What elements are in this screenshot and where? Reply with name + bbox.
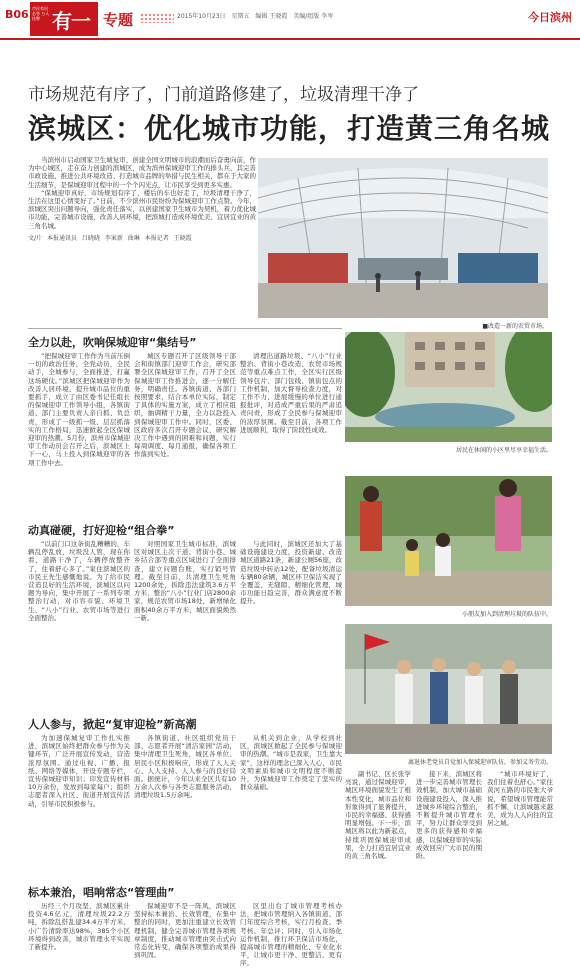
section-label: 专题 xyxy=(103,11,134,29)
article-column xyxy=(134,352,236,459)
children-image xyxy=(345,476,552,606)
column-text: “以前门口这条街乱糟糟的，车辆乱停乱放，垃圾没人管，现在你看，道路干净了，车辆停放整齐了，住着舒心多了。”家住滨城区的市民王先生感慨地说。为了给市民营造良好的生活环境，滨城区以问题为导向，集中开展了一系列专项整治行动，对市容市貌、环境卫生、“八小”行业、农贸市场等进行全面整治。 xyxy=(28,540,130,622)
column-text: 保城迎审不是一阵风，滨城区坚持标本兼治、长效管理，在集中整治的同时，更加注重建立长效管理机制，健全完善城市管理各项规章制度，推动城市管理由突击式向常态化转变，确保各项整治成果得到巩固。 xyxy=(134,902,236,960)
article-column xyxy=(240,902,342,968)
section-heading: 人人参与，掀起“复审迎检”新高潮 xyxy=(28,718,197,731)
byline-part: 文/片 xyxy=(28,234,43,242)
article-column xyxy=(240,734,342,791)
column-text: 从机关到企业，从学校到社区，滨城区掀起了全民参与保城迎审的热潮。“城市是我家，卫生靠大家”，这样的理念已深入人心，市民文明素质和城市文明程度不断提升，为保城迎审工作奠定了坚实的群众基础。 xyxy=(240,734,342,792)
column-text: 为加速保城复审工作扎实推进，滨城区始终把群众参与作为关键环节，广泛开展宣传发动，营造浓厚氛围。通过电视、广播、报纸、网络等媒体，开设专题专栏，宣传保城迎审知识；印发宣传材料10万余份，发放到每家每户；组织志愿者深入社区、街道开展宣传活动，引导市民积极参与。 xyxy=(28,734,130,808)
lead-article xyxy=(28,156,256,242)
weekday: 星期五 xyxy=(231,13,250,20)
lead-paragraph: “保城迎审真好，市场规划有序了，楼后的车也好走了，垃圾清理干净了，生活在这里心情变好了。”日前，不少滨州市民纷纷为保城迎审工作点赞。今年，滨城区突出问题导向，强化责任落实，以创建国家卫生城市为契机，着力优化城市功能，完善城市设施，改善人居环境，把滨城打造成环境优美、宜居宜业的黄三角名城。 xyxy=(28,188,256,230)
lead-paragraph: 当滨州市启动国家卫生城复审、创建全国文明城市的浪潮而后奋勇向前，作为中心城区，走在奋力创建的滨城区，成为滨州保城迎审工作的排头兵，其完善市政设施、推进公共环境改造、打造城市品牌的举措与民生相关，都在于大家的生活细节，是保城迎审过程中的一个个闪光点，让市民享受到更多实惠。 xyxy=(28,156,256,189)
article-column xyxy=(28,734,130,808)
article-column xyxy=(28,352,130,467)
byline-part: 本报记者 xyxy=(144,234,169,242)
decorative-dots xyxy=(140,13,174,23)
dateline xyxy=(177,11,337,20)
column-text: 区里出台了城市管理考核办法，把城市管理纳入各镇街道、部门年度综合考核，实行月检查、季考核、年总评；同时，引入市场化运作机制，推行环卫保洁市场化，提高城市管理的精细化、专业化水平，让城市更干净、更整洁、更有序。 xyxy=(240,902,342,968)
column-text: 与此同时，滨城区还加大了基础设施建设力度，投资新建、改造城区道路21条，新建公厕56座，改造垃圾中转站12处，配备垃圾清运车辆80余辆，城区环卫保洁实现了全覆盖、无缝隙、精细化管理，城市功能日趋完善，群众满意度不断提升。 xyxy=(240,540,342,606)
column-text: 历经三个月攻坚，滨城区累计投资4.6亿元，清理垃圾22.2万吨，拆除乱搭乱建34.4万平方米，小广告清除率达98%，385个小区环境得到改善，城市管理水平实现了新提升。 xyxy=(28,902,130,952)
page-header xyxy=(0,0,580,62)
section-heading: 动真碰硬，打好迎检“组合拳” xyxy=(28,524,175,537)
article-column xyxy=(28,540,130,622)
column-text: 各镇街道、社区组织党员干部、志愿者开展“清洁家园”活动，集中清理卫生死角，城区各单位、居民小区积极响应，形成了人人关心、人人支持、人人参与的良好局面。据统计，今年以来全区共有10万余人次参与各类志愿服务活动，清理垃圾1.5万余吨。 xyxy=(134,734,236,800)
article-column xyxy=(240,540,342,606)
byline-part: 李案新 xyxy=(104,234,123,242)
photo-caption: ■改造一新的农贸市场。 xyxy=(482,323,548,330)
byline-part: 曲琳 xyxy=(127,234,140,242)
column-text: 副书记、区长张学亮说，通过保城迎审，城区环境面貌发生了根本性变化，城市品位和形象得到了显著提升，市民的幸福感、获得感明显增强。下一步，滨城区将以此为新起点，持续巩固保城迎审成果，全力打造宜居宜业的黄三角名城。 xyxy=(345,770,411,861)
article-column xyxy=(416,770,482,860)
park-image xyxy=(345,332,552,442)
article-column xyxy=(28,902,130,951)
column-logo xyxy=(30,2,98,62)
issue-date: 2015年10月23日 xyxy=(177,13,226,20)
article-column xyxy=(134,902,236,959)
column-text: 清理出道路垃圾、“八小”行业整治、背街小巷改造、农贸市场规范等重点难点工作，全区实行区级领导包片、部门包线、镇街包点的工作机制，加大督导检查力度，对工作不力、进展缓慢的单位进行通报批评，对造成严重后果的严肃追责问责，形成了全民参与保城迎审的浓厚氛围。截至目前，各项工作进展顺利，取得了阶段性成效。 xyxy=(240,352,342,434)
retired-volunteers-photo xyxy=(345,624,552,754)
section-heading: 全力以赴，吹响保城迎审“集结号” xyxy=(28,336,197,349)
byline-part: 王晓霞 xyxy=(173,234,192,242)
column-text: “城市环境好了，我们住着也舒心。”家住黄河五路的市民张大爷说，希望城市管理能常抓不懈，让滨城越来越美，成为人人向往的宜居之城。 xyxy=(487,770,553,828)
photo-caption: 离退休老党员自觉加入保城迎审队伍，参加义务劳动。 xyxy=(407,759,552,766)
page-number: B06 xyxy=(5,8,29,21)
section-heading: 标本兼治，唱响常态“管理曲” xyxy=(28,886,175,899)
article-column xyxy=(345,770,411,860)
article-column xyxy=(240,352,342,434)
column-text: “把保城迎审工作作为当前压倒一切的政治任务，全党动员，全民动手，全城参与，全面推进，打赢这场硬仗。”滨城区把保城迎审作为改善人居环境、提升城市品位的重要抓手，成立了由区委书记任组长的保城迎审工作领导小组，各镇街道、部门主要负责人亲自抓、负总责，形成了一级抓一级、层层抓落实的工作格局，迅速掀起全区保城迎审的热潮。5月份，滨州市保城迎审工作动员会召开之后，滨城区上下一心，马上投入到保城迎审的各项工作中去。 xyxy=(28,352,130,467)
photo-caption: 居民在休闲的小区里尽享幸福生活。 xyxy=(455,447,552,454)
market-hall-image xyxy=(258,158,548,318)
children-cleaning-photo xyxy=(345,476,552,606)
headline-subtitle: 市场规范有序了，门前道路修建了，垃圾清理干净了 xyxy=(28,85,419,105)
newspaper-name: 今日滨州 xyxy=(528,11,572,24)
market-hall-photo xyxy=(258,158,548,318)
column-text: 对照国家卫生城市标准，滨城区对城区主次干道、背街小巷、城乡结合部等重点区域进行了全面排查，建立问题台账，实行销号管理。截至目前，共清理卫生死角1200余处，拆除违法建筑3.6万平方米，整治“八小”行业门店2800余家，规范农贸市场18处，新增绿化面积40余万平方米，城区面貌焕然一新。 xyxy=(134,540,236,622)
byline xyxy=(28,233,256,242)
byline-part: 吕晓晓 xyxy=(81,234,100,242)
article-column xyxy=(134,734,236,800)
volunteers-image xyxy=(345,624,552,754)
byline-part: 本报通讯员 xyxy=(46,234,77,242)
logo-side-text: 市民有问必答 万人挂牌 xyxy=(32,6,50,21)
residential-park-photo xyxy=(345,332,552,442)
logo-main-text: 有一说一 xyxy=(52,9,90,62)
column-text: 接下来，滨城区将进一步完善城市管理长效机制，加大城市基础设施建设投入，深入推进城乡环境综合整治，不断提升城市管理水平，努力让群众享受到更多的获得感和幸福感，以保城迎审的实际成效回应广大市民的期盼。 xyxy=(416,770,482,861)
designer: 美编/组版 李岑 xyxy=(293,13,334,20)
editor: 编辑 王晓霞 xyxy=(255,13,288,20)
article-column xyxy=(487,770,553,827)
divider xyxy=(28,328,342,329)
headline-title: 滨城区：优化城市功能，打造黄三角名城 xyxy=(28,112,551,145)
article-column xyxy=(134,540,236,622)
photo-caption: 小朋友加入到清理垃圾的队伍中。 xyxy=(461,611,552,618)
column-text: 城区专题召开了区级领导干部会和街镇部门迎审工作会，研究部署全区保城迎审工作，召开了全区保城迎审工作推进会，逐一分解任务，明确责任。各镇街道、各部门按照要求，结合本单位实际，制定了具体的实施方案，成立了相应组织，抽调精干力量，全力以赴投入到保城迎审工作中。同时，区委、区政府多次召开专题会议，研究解决工作中遇到的困难和问题，实行每周调度、每月通报，确保各项工作落到实处。 xyxy=(134,352,236,459)
